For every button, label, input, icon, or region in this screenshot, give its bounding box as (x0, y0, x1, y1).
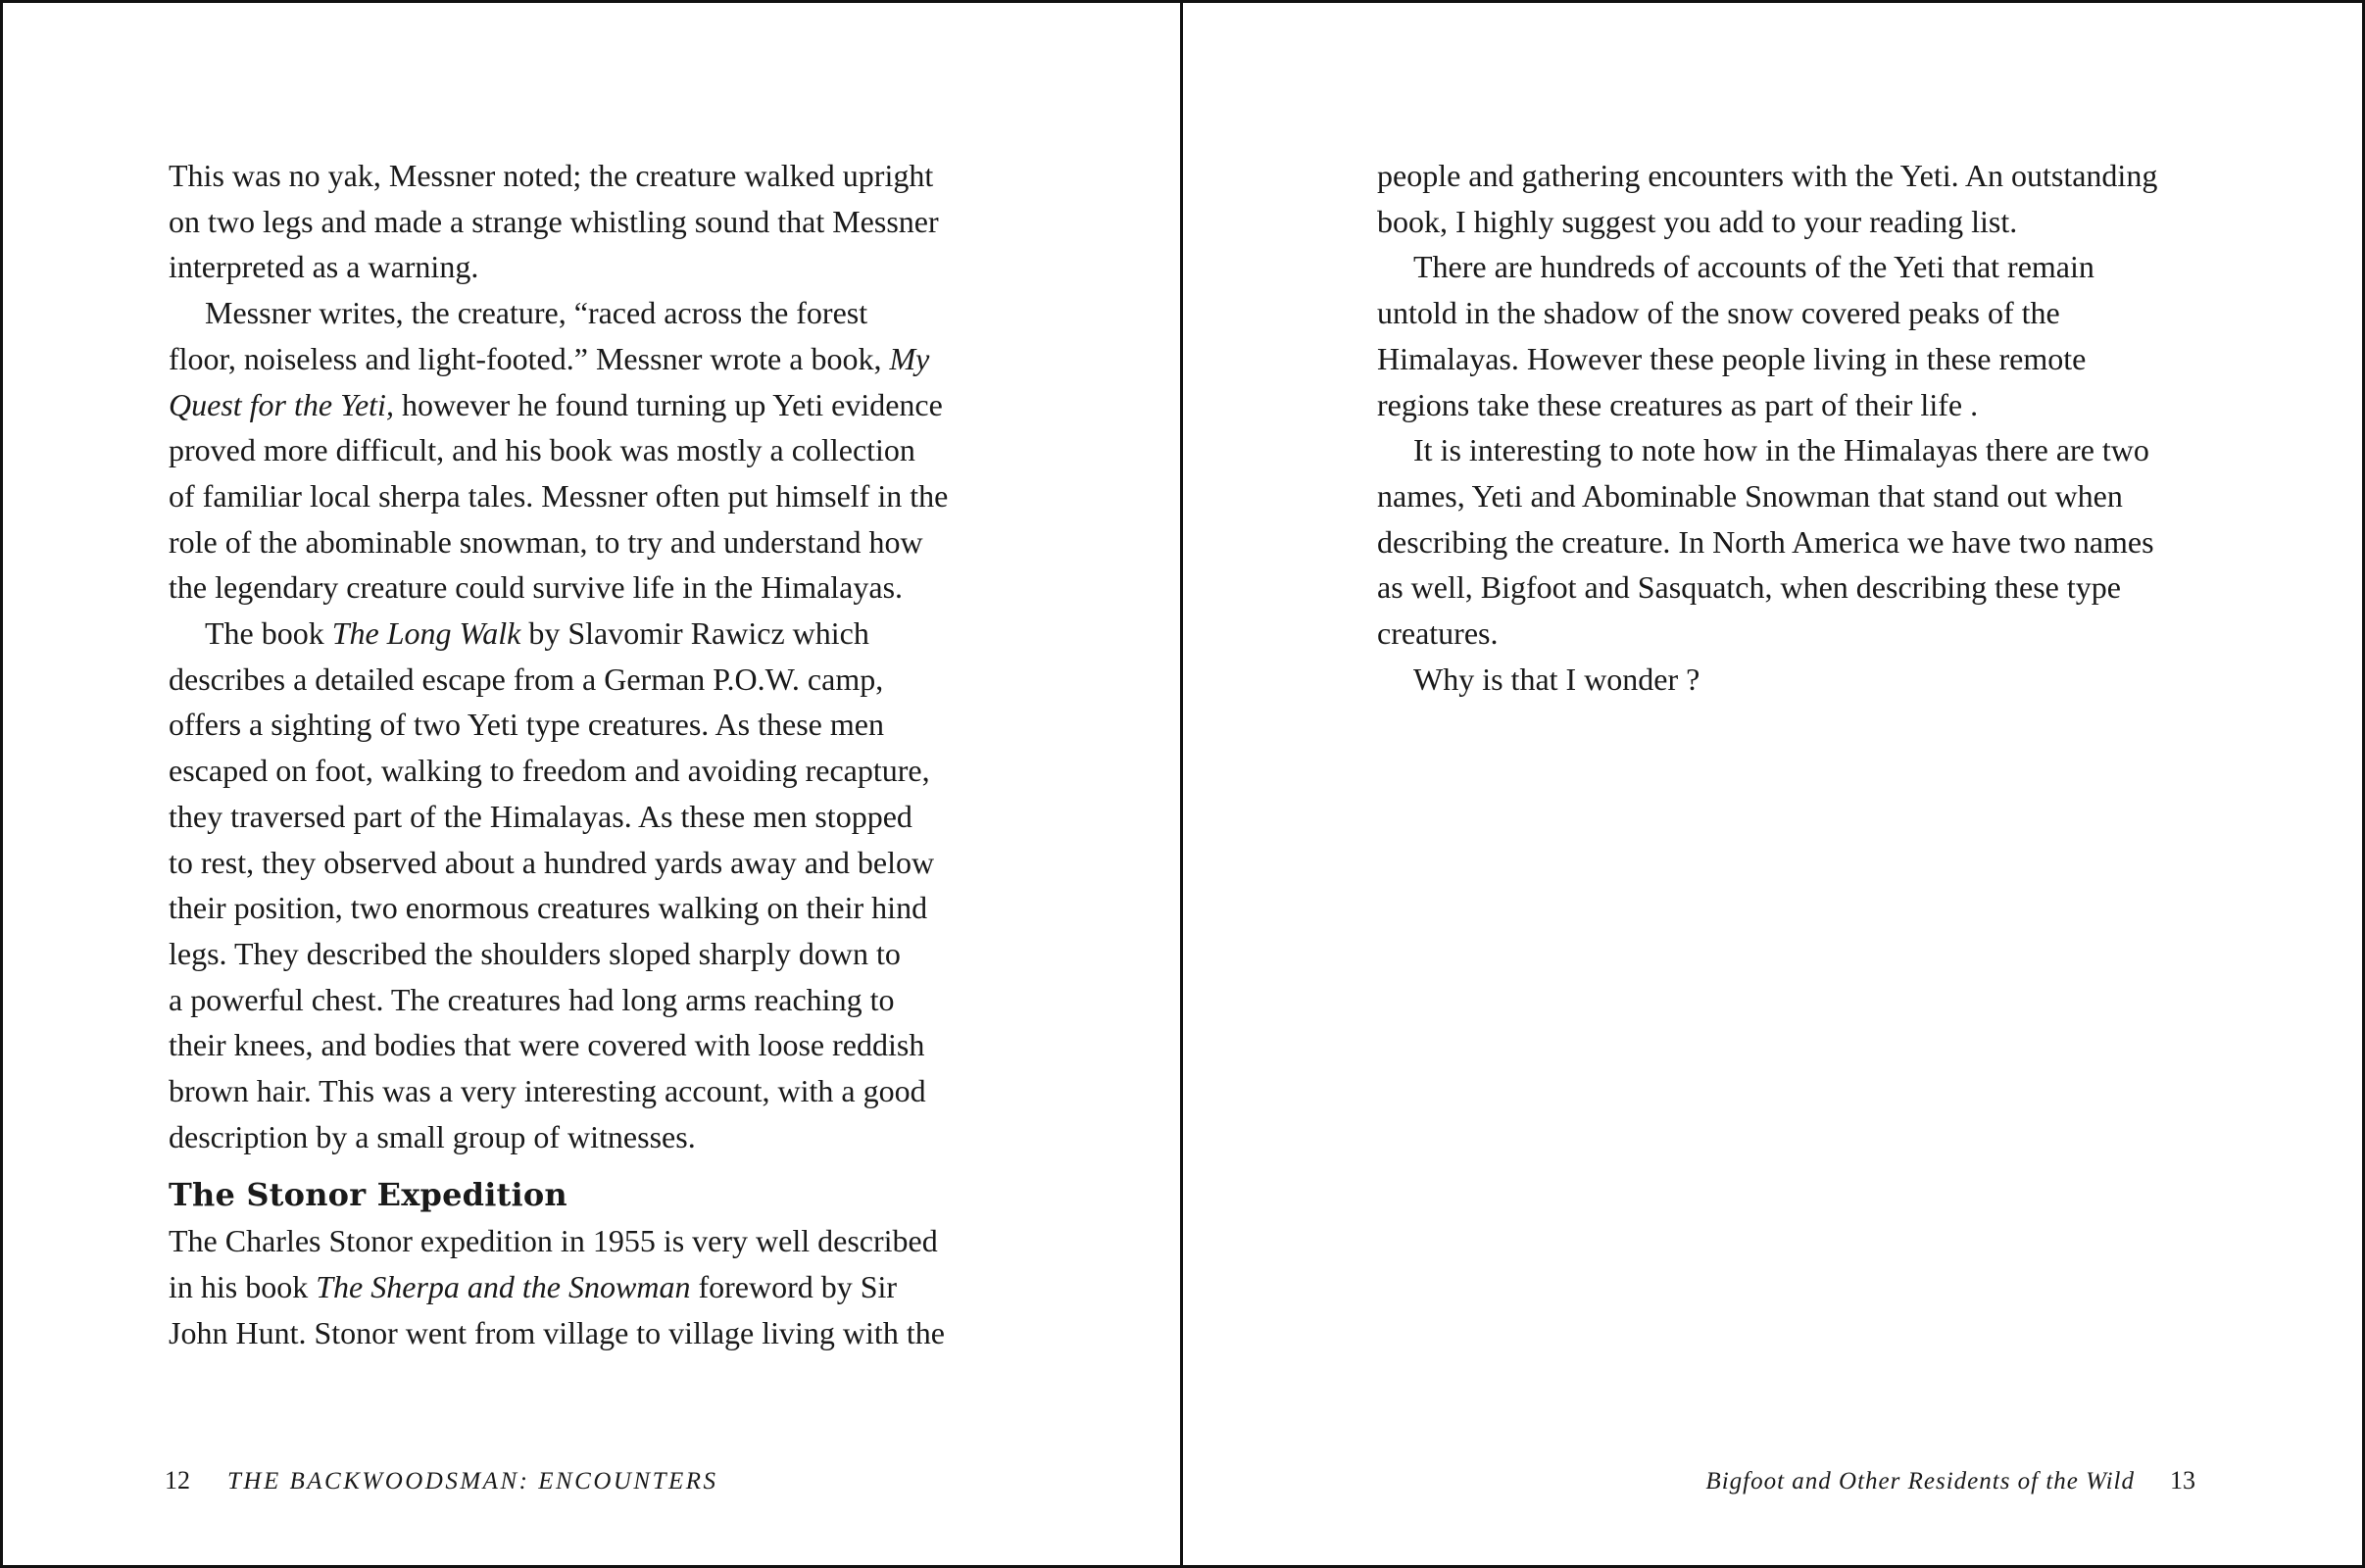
body-line: Why is that I wonder ? (1413, 661, 1700, 697)
page-number: 13 (2170, 1466, 2195, 1494)
book-title-italic: The Sherpa and the Snowman (316, 1268, 691, 1304)
running-head: Bigfoot and Other Residents of the Wild (1705, 1468, 2135, 1494)
body-line: There are hundreds of accounts of the Yeti that remain (1413, 249, 2094, 285)
body-text: foreword by Sir (690, 1268, 898, 1304)
body-line: brown hair. This was a very interesting account, with a good (169, 1073, 926, 1109)
body-line: legs. They described the shoulders sloped sharply down to (169, 935, 901, 971)
body-line: the legendary creature could survive life in the Himalayas. (169, 569, 904, 606)
body-line: on two legs and made a strange whistling sound that Messner (169, 203, 939, 239)
body-line: book, I highly suggest you add to your reading list. (1377, 203, 2018, 239)
body-line: Himalayas. However these people living in these remote (1377, 340, 2087, 376)
book-title-italic: Quest for the Yeti, (169, 386, 394, 422)
body-line (169, 336, 1002, 382)
body-text: however he found turning up Yeti evidence (393, 386, 943, 422)
book-title-italic: My (889, 340, 930, 376)
left-page-footer (165, 1466, 718, 1496)
body-line: people and gathering encounters with the Yeti. An outstanding (1377, 158, 2158, 193)
body-line: describes a detailed escape from a German P.O.W. camp, (169, 661, 884, 697)
body-text: The book (205, 615, 332, 652)
body-text: by Slavomir Rawicz which (520, 615, 869, 652)
body-line (169, 382, 1002, 428)
body-line: This was no yak, Messner noted; the creature walked upright (169, 158, 934, 193)
right-page-body (1377, 153, 2210, 702)
body-line: to rest, they observed about a hundred yards away and below (169, 844, 935, 880)
body-line: The Charles Stonor expedition in 1955 is very well described (169, 1223, 938, 1259)
body-line: a powerful chest. The creatures had long arms reaching to (169, 981, 895, 1017)
body-line: of familiar local sherpa tales. Messner often put himself in the (169, 477, 949, 514)
body-text: in his book (169, 1268, 317, 1304)
body-line: describing the creature. In North America we have two names (1377, 523, 2154, 560)
body-line: creatures. (1377, 615, 1499, 652)
right-page-footer (1705, 1466, 2195, 1496)
body-line: John Hunt. Stonor went from village to village living with the (169, 1314, 945, 1350)
body-line: they traversed part of the Himalayas. As these men stopped (169, 798, 912, 834)
body-line: proved more difficult, and his book was mostly a collection (169, 432, 915, 468)
body-line: role of the abominable snowman, to try and understand how (169, 523, 923, 560)
body-line: escaped on foot, walking to freedom and avoiding recapture, (169, 753, 930, 789)
left-page-body (169, 153, 1002, 1355)
body-text: floor, noiseless and light-footed.” Messner wrote a book, (169, 340, 890, 376)
section-heading: The Stonor Expedition (169, 1176, 567, 1214)
body-line (169, 1264, 1002, 1310)
body-line (169, 611, 1002, 657)
body-line: their knees, and bodies that were covered with loose reddish (169, 1027, 925, 1063)
body-line: description by a small group of witnesses. (169, 1118, 696, 1154)
page-number: 12 (165, 1466, 190, 1494)
body-line: untold in the shadow of the snow covered peaks of the (1377, 295, 2060, 331)
body-line: interpreted as a warning. (169, 249, 479, 285)
body-line: Messner writes, the creature, “raced across the forest (205, 295, 868, 331)
body-line: names, Yeti and Abominable Snowman that stand out when (1377, 477, 2123, 514)
body-line: offers a sighting of two Yeti type creatures. As these men (169, 707, 884, 743)
body-line: regions take these creatures as part of their life . (1377, 386, 1979, 422)
body-line: It is interesting to note how in the Himalayas there are two (1413, 432, 2149, 468)
book-title-italic: The Long Walk (331, 615, 521, 652)
running-head: THE BACKWOODSMAN: ENCOUNTERS (227, 1468, 718, 1494)
body-line: as well, Bigfoot and Sasquatch, when describing these type (1377, 569, 2121, 606)
right-page (1183, 0, 2362, 1568)
body-line: their position, two enormous creatures walking on their hind (169, 890, 928, 926)
left-page (0, 0, 1180, 1568)
